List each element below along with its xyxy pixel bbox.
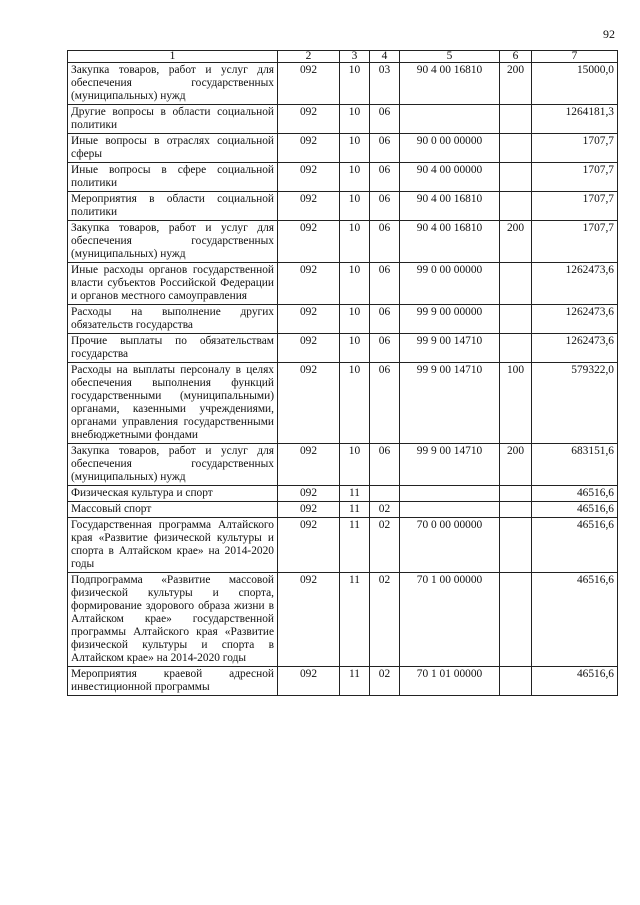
target-article-code: 99 9 00 00000	[400, 305, 500, 334]
page-number: 92	[603, 27, 615, 41]
expense-type-code: 100	[500, 363, 532, 444]
amount: 46516,6	[532, 502, 618, 518]
ministry-code: 092	[278, 263, 340, 305]
expense-type-code	[500, 263, 532, 305]
amount: 579322,0	[532, 363, 618, 444]
table-row	[68, 667, 618, 696]
row-description: Закупка товаров, работ и услуг для обеспечения государственных (муниципальных) нужд	[68, 221, 278, 263]
ministry-code: 092	[278, 502, 340, 518]
table-row	[68, 263, 618, 305]
column-header: 7	[532, 51, 618, 63]
table-row	[68, 192, 618, 221]
target-article-code	[400, 486, 500, 502]
expense-type-code	[500, 105, 532, 134]
section-code: 11	[340, 667, 370, 696]
row-description: Расходы на выплаты персоналу в целях обеспечения выполнения функций государственными (муниципальными) органами, казенными учреждениями, органами управления государственными внебюджетными фондами	[68, 363, 278, 444]
section-code: 10	[340, 192, 370, 221]
subsection-code: 03	[370, 63, 400, 105]
ministry-code: 092	[278, 192, 340, 221]
expense-type-code	[500, 334, 532, 363]
target-article-code: 90 0 00 00000	[400, 134, 500, 163]
target-article-code	[400, 502, 500, 518]
subsection-code: 06	[370, 192, 400, 221]
ministry-code: 092	[278, 221, 340, 263]
target-article-code: 99 9 00 14710	[400, 444, 500, 486]
row-description: Массовый спорт	[68, 502, 278, 518]
ministry-code: 092	[278, 134, 340, 163]
table-row	[68, 63, 618, 105]
amount: 15000,0	[532, 63, 618, 105]
subsection-code: 02	[370, 667, 400, 696]
expense-type-code	[500, 163, 532, 192]
amount: 1707,7	[532, 192, 618, 221]
section-code: 10	[340, 134, 370, 163]
expense-type-code: 200	[500, 444, 532, 486]
budget-table	[67, 50, 618, 696]
section-code: 10	[340, 63, 370, 105]
target-article-code: 70 0 00 00000	[400, 518, 500, 573]
subsection-code: 06	[370, 363, 400, 444]
section-code: 10	[340, 221, 370, 263]
subsection-code: 06	[370, 163, 400, 192]
section-code: 10	[340, 444, 370, 486]
ministry-code: 092	[278, 63, 340, 105]
row-description: Закупка товаров, работ и услуг для обеспечения государственных (муниципальных) нужд	[68, 63, 278, 105]
row-description: Мероприятия в области социальной политики	[68, 192, 278, 221]
expense-type-code	[500, 134, 532, 163]
amount: 46516,6	[532, 486, 618, 502]
amount: 1262473,6	[532, 263, 618, 305]
section-code: 11	[340, 518, 370, 573]
subsection-code: 02	[370, 502, 400, 518]
target-article-code: 99 9 00 14710	[400, 334, 500, 363]
ministry-code: 092	[278, 518, 340, 573]
expense-type-code	[500, 667, 532, 696]
amount: 46516,6	[532, 667, 618, 696]
table-row	[68, 363, 618, 444]
amount: 1262473,6	[532, 305, 618, 334]
section-code: 11	[340, 502, 370, 518]
section-code: 10	[340, 363, 370, 444]
expense-type-code	[500, 192, 532, 221]
amount: 1262473,6	[532, 334, 618, 363]
row-description: Прочие выплаты по обязательствам государства	[68, 334, 278, 363]
ministry-code: 092	[278, 444, 340, 486]
expense-type-code	[500, 502, 532, 518]
ministry-code: 092	[278, 334, 340, 363]
column-header: 5	[400, 51, 500, 63]
table-row	[68, 105, 618, 134]
row-description: Подпрограмма «Развитие массовой физической культуры и спорта, формирование здорового образа жизни в Алтайском крае» государственной программы Алтайского края «Развитие физической культуры и спорта в Алтайском крае» на 2014-2020 годы	[68, 573, 278, 667]
expense-type-code	[500, 486, 532, 502]
expense-type-code: 200	[500, 63, 532, 105]
row-description: Мероприятия краевой адресной инвестиционной программы	[68, 667, 278, 696]
table-row	[68, 444, 618, 486]
amount: 1707,7	[532, 163, 618, 192]
row-description: Иные вопросы в сфере социальной политики	[68, 163, 278, 192]
table-row	[68, 502, 618, 518]
row-description: Иные расходы органов государственной власти субъектов Российской Федерации и органов местного самоуправления	[68, 263, 278, 305]
row-description: Государственная программа Алтайского края «Развитие физической культуры и спорта в Алтайском крае» на 2014-2020 годы	[68, 518, 278, 573]
table-header-row	[68, 51, 618, 63]
section-code: 10	[340, 305, 370, 334]
row-description: Другие вопросы в области социальной политики	[68, 105, 278, 134]
section-code: 11	[340, 486, 370, 502]
subsection-code: 06	[370, 263, 400, 305]
amount: 1707,7	[532, 221, 618, 263]
table-row	[68, 134, 618, 163]
target-article-code: 90 4 00 16810	[400, 63, 500, 105]
column-header: 3	[340, 51, 370, 63]
subsection-code: 06	[370, 334, 400, 363]
column-header: 6	[500, 51, 532, 63]
subsection-code: 06	[370, 134, 400, 163]
target-article-code: 90 4 00 16810	[400, 221, 500, 263]
target-article-code: 70 1 01 00000	[400, 667, 500, 696]
ministry-code: 092	[278, 667, 340, 696]
section-code: 10	[340, 334, 370, 363]
expense-type-code	[500, 305, 532, 334]
ministry-code: 092	[278, 363, 340, 444]
column-header: 2	[278, 51, 340, 63]
expense-type-code	[500, 573, 532, 667]
subsection-code	[370, 486, 400, 502]
subsection-code: 06	[370, 105, 400, 134]
amount: 683151,6	[532, 444, 618, 486]
ministry-code: 092	[278, 573, 340, 667]
row-description: Иные вопросы в отраслях социальной сферы	[68, 134, 278, 163]
amount: 1707,7	[532, 134, 618, 163]
ministry-code: 092	[278, 163, 340, 192]
section-code: 10	[340, 263, 370, 305]
table-row	[68, 486, 618, 502]
row-description: Закупка товаров, работ и услуг для обеспечения государственных (муниципальных) нужд	[68, 444, 278, 486]
target-article-code: 90 4 00 00000	[400, 163, 500, 192]
table-row	[68, 518, 618, 573]
subsection-code: 06	[370, 305, 400, 334]
row-description: Физическая культура и спорт	[68, 486, 278, 502]
target-article-code	[400, 105, 500, 134]
row-description: Расходы на выполнение других обязательств государства	[68, 305, 278, 334]
table-row	[68, 221, 618, 263]
amount: 46516,6	[532, 518, 618, 573]
column-header: 4	[370, 51, 400, 63]
subsection-code: 02	[370, 573, 400, 667]
table-row	[68, 573, 618, 667]
section-code: 11	[340, 573, 370, 667]
subsection-code: 06	[370, 444, 400, 486]
expense-type-code	[500, 518, 532, 573]
table-row	[68, 305, 618, 334]
table-row	[68, 163, 618, 192]
expense-type-code: 200	[500, 221, 532, 263]
target-article-code: 99 0 00 00000	[400, 263, 500, 305]
section-code: 10	[340, 163, 370, 192]
subsection-code: 02	[370, 518, 400, 573]
table-row	[68, 334, 618, 363]
target-article-code: 90 4 00 16810	[400, 192, 500, 221]
ministry-code: 092	[278, 305, 340, 334]
amount: 1264181,3	[532, 105, 618, 134]
target-article-code: 70 1 00 00000	[400, 573, 500, 667]
target-article-code: 99 9 00 14710	[400, 363, 500, 444]
section-code: 10	[340, 105, 370, 134]
ministry-code: 092	[278, 105, 340, 134]
subsection-code: 06	[370, 221, 400, 263]
ministry-code: 092	[278, 486, 340, 502]
amount: 46516,6	[532, 573, 618, 667]
column-header: 1	[68, 51, 278, 63]
